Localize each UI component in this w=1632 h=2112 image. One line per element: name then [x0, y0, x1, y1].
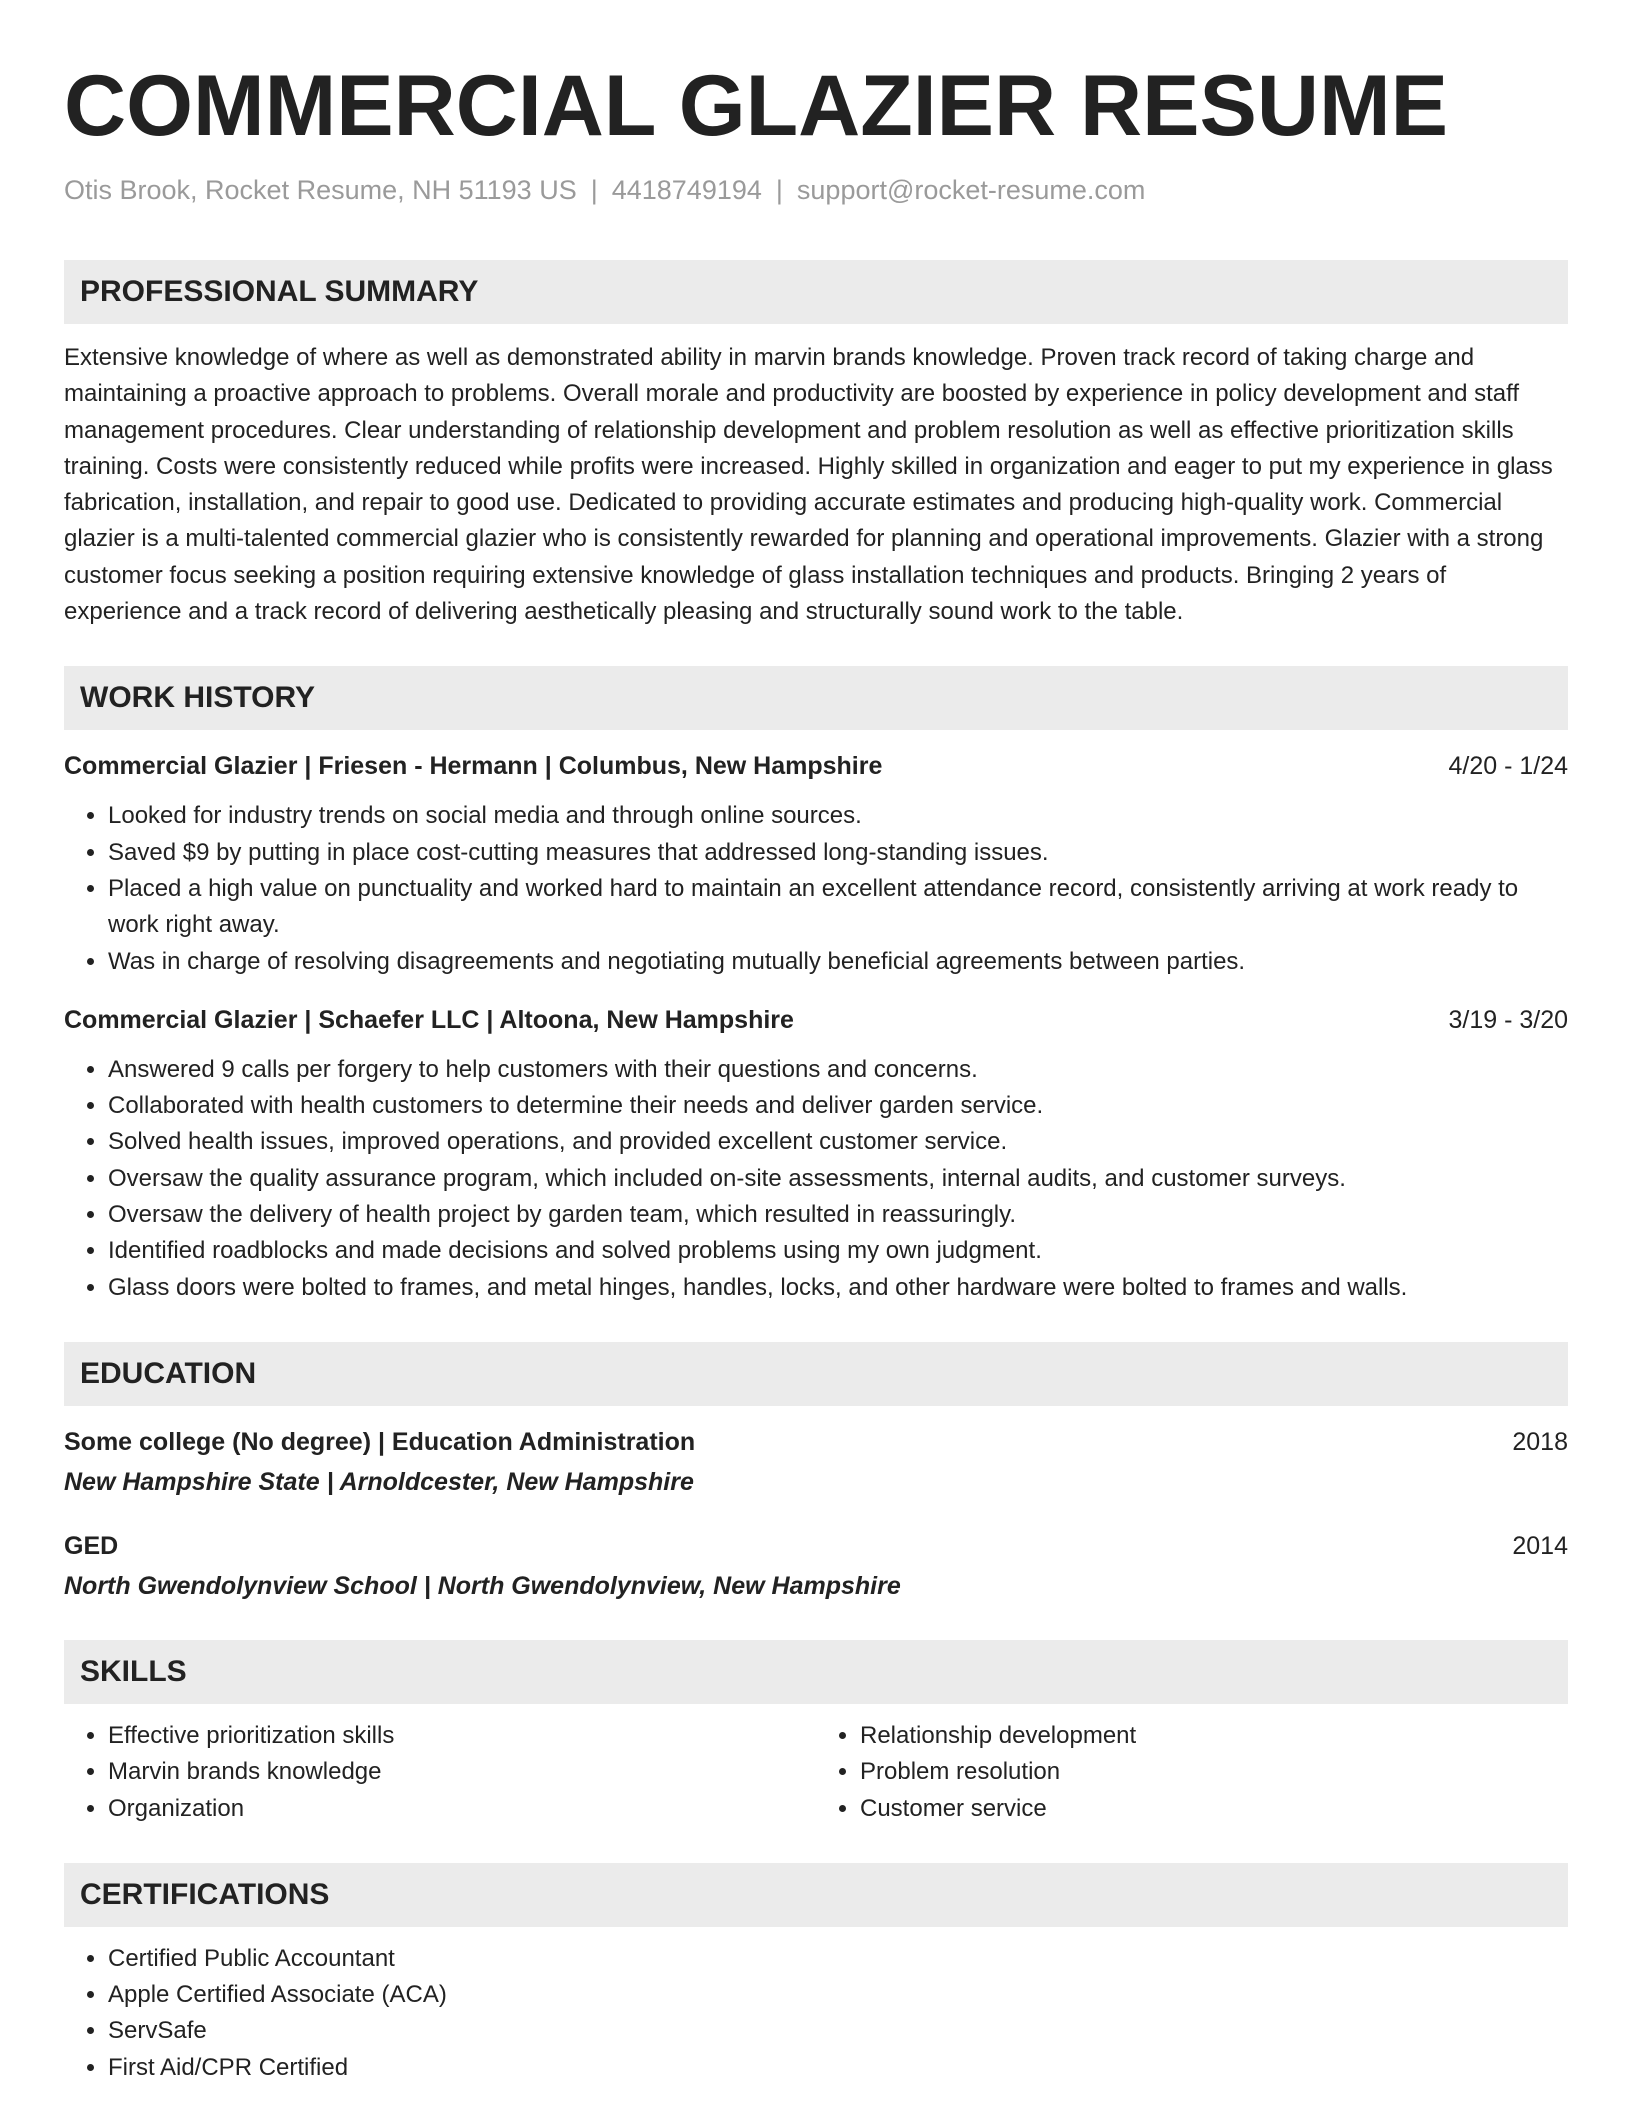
- job-title: Commercial Glazier | Friesen - Hermann | Columbus, New Hampshire: [64, 752, 883, 781]
- skill-item: • Problem resolution: [860, 1754, 1568, 1790]
- education-header: [64, 1528, 1568, 1564]
- job-dates: 3/19 - 3/20: [1448, 1005, 1568, 1034]
- skill-item: • Organization: [108, 1791, 816, 1827]
- education-school: New Hampshire State | Arnoldcester, New Hampshire: [64, 1467, 694, 1496]
- education-degree: GED: [64, 1531, 119, 1560]
- job-dates: 4/20 - 1/24: [1448, 752, 1568, 781]
- contact-separator: |: [775, 175, 783, 205]
- education-year: 2014: [1512, 1531, 1568, 1560]
- skill-item: • Effective prioritization skills: [108, 1718, 816, 1754]
- job-bullet: • Glass doors were bolted to frames, and metal hinges, handles, locks, and other hardware were bolted to frames and walls.: [108, 1270, 1568, 1306]
- skill-item: • Marvin brands knowledge: [108, 1754, 816, 1790]
- job-header: [64, 748, 1568, 784]
- job-bullet: • Was in charge of resolving disagreements and negotiating mutually beneficial agreements between parties.: [108, 944, 1568, 980]
- summary-text: Extensive knowledge of where as well as demonstrated ability in marvin brands knowledge. Proven track record of taking charge and maintaining a proactive approach to problems. Overall morale and productivity are boosted by experience in policy development and staff management procedures. Clear understanding of relationship development and problem resolution as well as effective prioritization skills training. Costs were consistently reduced while profits were increased. Highly skilled in organization and eager to put my experience in glass fabrication, installation, and repair to good use. Dedicated to providing accurate estimates and producing high-quality work. Commercial glazier is a multi-talented commercial glazier who is consistently rewarded for planning and operational improvements. Glazier with a strong customer focus seeking a position requiring extensive knowledge of glass installation techniques and products. Bringing 2 years of experience and a track record of delivering aesthetically pleasing and structurally sound work to the table.: [64, 344, 1553, 626]
- job-bullet: • Saved $9 by putting in place cost-cutting measures that addressed long-standing issues.: [108, 835, 1568, 871]
- resume-page: [64, 56, 1568, 2086]
- job-bullets: [64, 1052, 1568, 1306]
- skills-column-left: [64, 1718, 816, 1827]
- job-bullet: • Looked for industry trends on social media and through online sources.: [108, 798, 1568, 834]
- contact-address: Otis Brook, Rocket Resume, NH 51193 US: [64, 175, 577, 205]
- education-school: North Gwendolynview School | North Gwendolynview, New Hampshire: [64, 1571, 901, 1600]
- contact-line: [64, 172, 1568, 208]
- contact-phone: 4418749194: [611, 175, 762, 205]
- job-entry: [64, 1002, 1568, 1306]
- skills-column-right: [816, 1718, 1568, 1827]
- job-bullet: • Placed a high value on punctuality and worked hard to maintain an excellent attendance record, consistently arriving at work ready to work right away.: [108, 871, 1568, 944]
- certification-item: • Apple Certified Associate (ACA): [108, 1977, 1568, 2013]
- job-bullet: • Oversaw the quality assurance program, which included on-site assessments, internal audits, and customer surveys.: [108, 1161, 1568, 1197]
- job-bullet: • Answered 9 calls per forgery to help customers with their questions and concerns.: [108, 1052, 1568, 1088]
- education-entry: [64, 1528, 1568, 1604]
- section-header-education: EDUCATION: [64, 1342, 1568, 1406]
- contact-separator: |: [590, 175, 598, 205]
- certification-item: • First Aid/CPR Certified: [108, 2050, 1568, 2086]
- education-year: 2018: [1512, 1427, 1568, 1456]
- section-header-summary: PROFESSIONAL SUMMARY: [64, 260, 1568, 324]
- certification-item: • Certified Public Accountant: [108, 1941, 1568, 1977]
- certification-item: • ServSafe: [108, 2013, 1568, 2049]
- skill-item: • Customer service: [860, 1791, 1568, 1827]
- resume-title: COMMERCIAL GLAZIER RESUME: [64, 58, 1448, 154]
- contact-email: support@rocket-resume.com: [796, 175, 1146, 205]
- job-bullet: • Identified roadblocks and made decisions and solved problems using my own judgment.: [108, 1233, 1568, 1269]
- job-bullet: • Oversaw the delivery of health project by garden team, which resulted in reassuringly.: [108, 1197, 1568, 1233]
- education-degree: Some college (No degree) | Education Administration: [64, 1427, 696, 1456]
- education-header: [64, 1424, 1568, 1460]
- skills-grid: [64, 1718, 1568, 1827]
- job-entry: [64, 748, 1568, 979]
- section-header-skills: SKILLS: [64, 1640, 1568, 1704]
- education-entry: [64, 1424, 1568, 1500]
- section-header-certifications: CERTIFICATIONS: [64, 1863, 1568, 1927]
- skill-item: • Relationship development: [860, 1718, 1568, 1754]
- job-title: Commercial Glazier | Schaefer LLC | Altoona, New Hampshire: [64, 1005, 794, 1034]
- job-bullet: • Collaborated with health customers to determine their needs and deliver garden service.: [108, 1088, 1568, 1124]
- job-header: [64, 1002, 1568, 1038]
- section-header-work-history: WORK HISTORY: [64, 666, 1568, 730]
- certification-list: [64, 1941, 1568, 2086]
- job-bullet: • Solved health issues, improved operations, and provided excellent customer service.: [108, 1124, 1568, 1160]
- job-bullets: [64, 798, 1568, 979]
